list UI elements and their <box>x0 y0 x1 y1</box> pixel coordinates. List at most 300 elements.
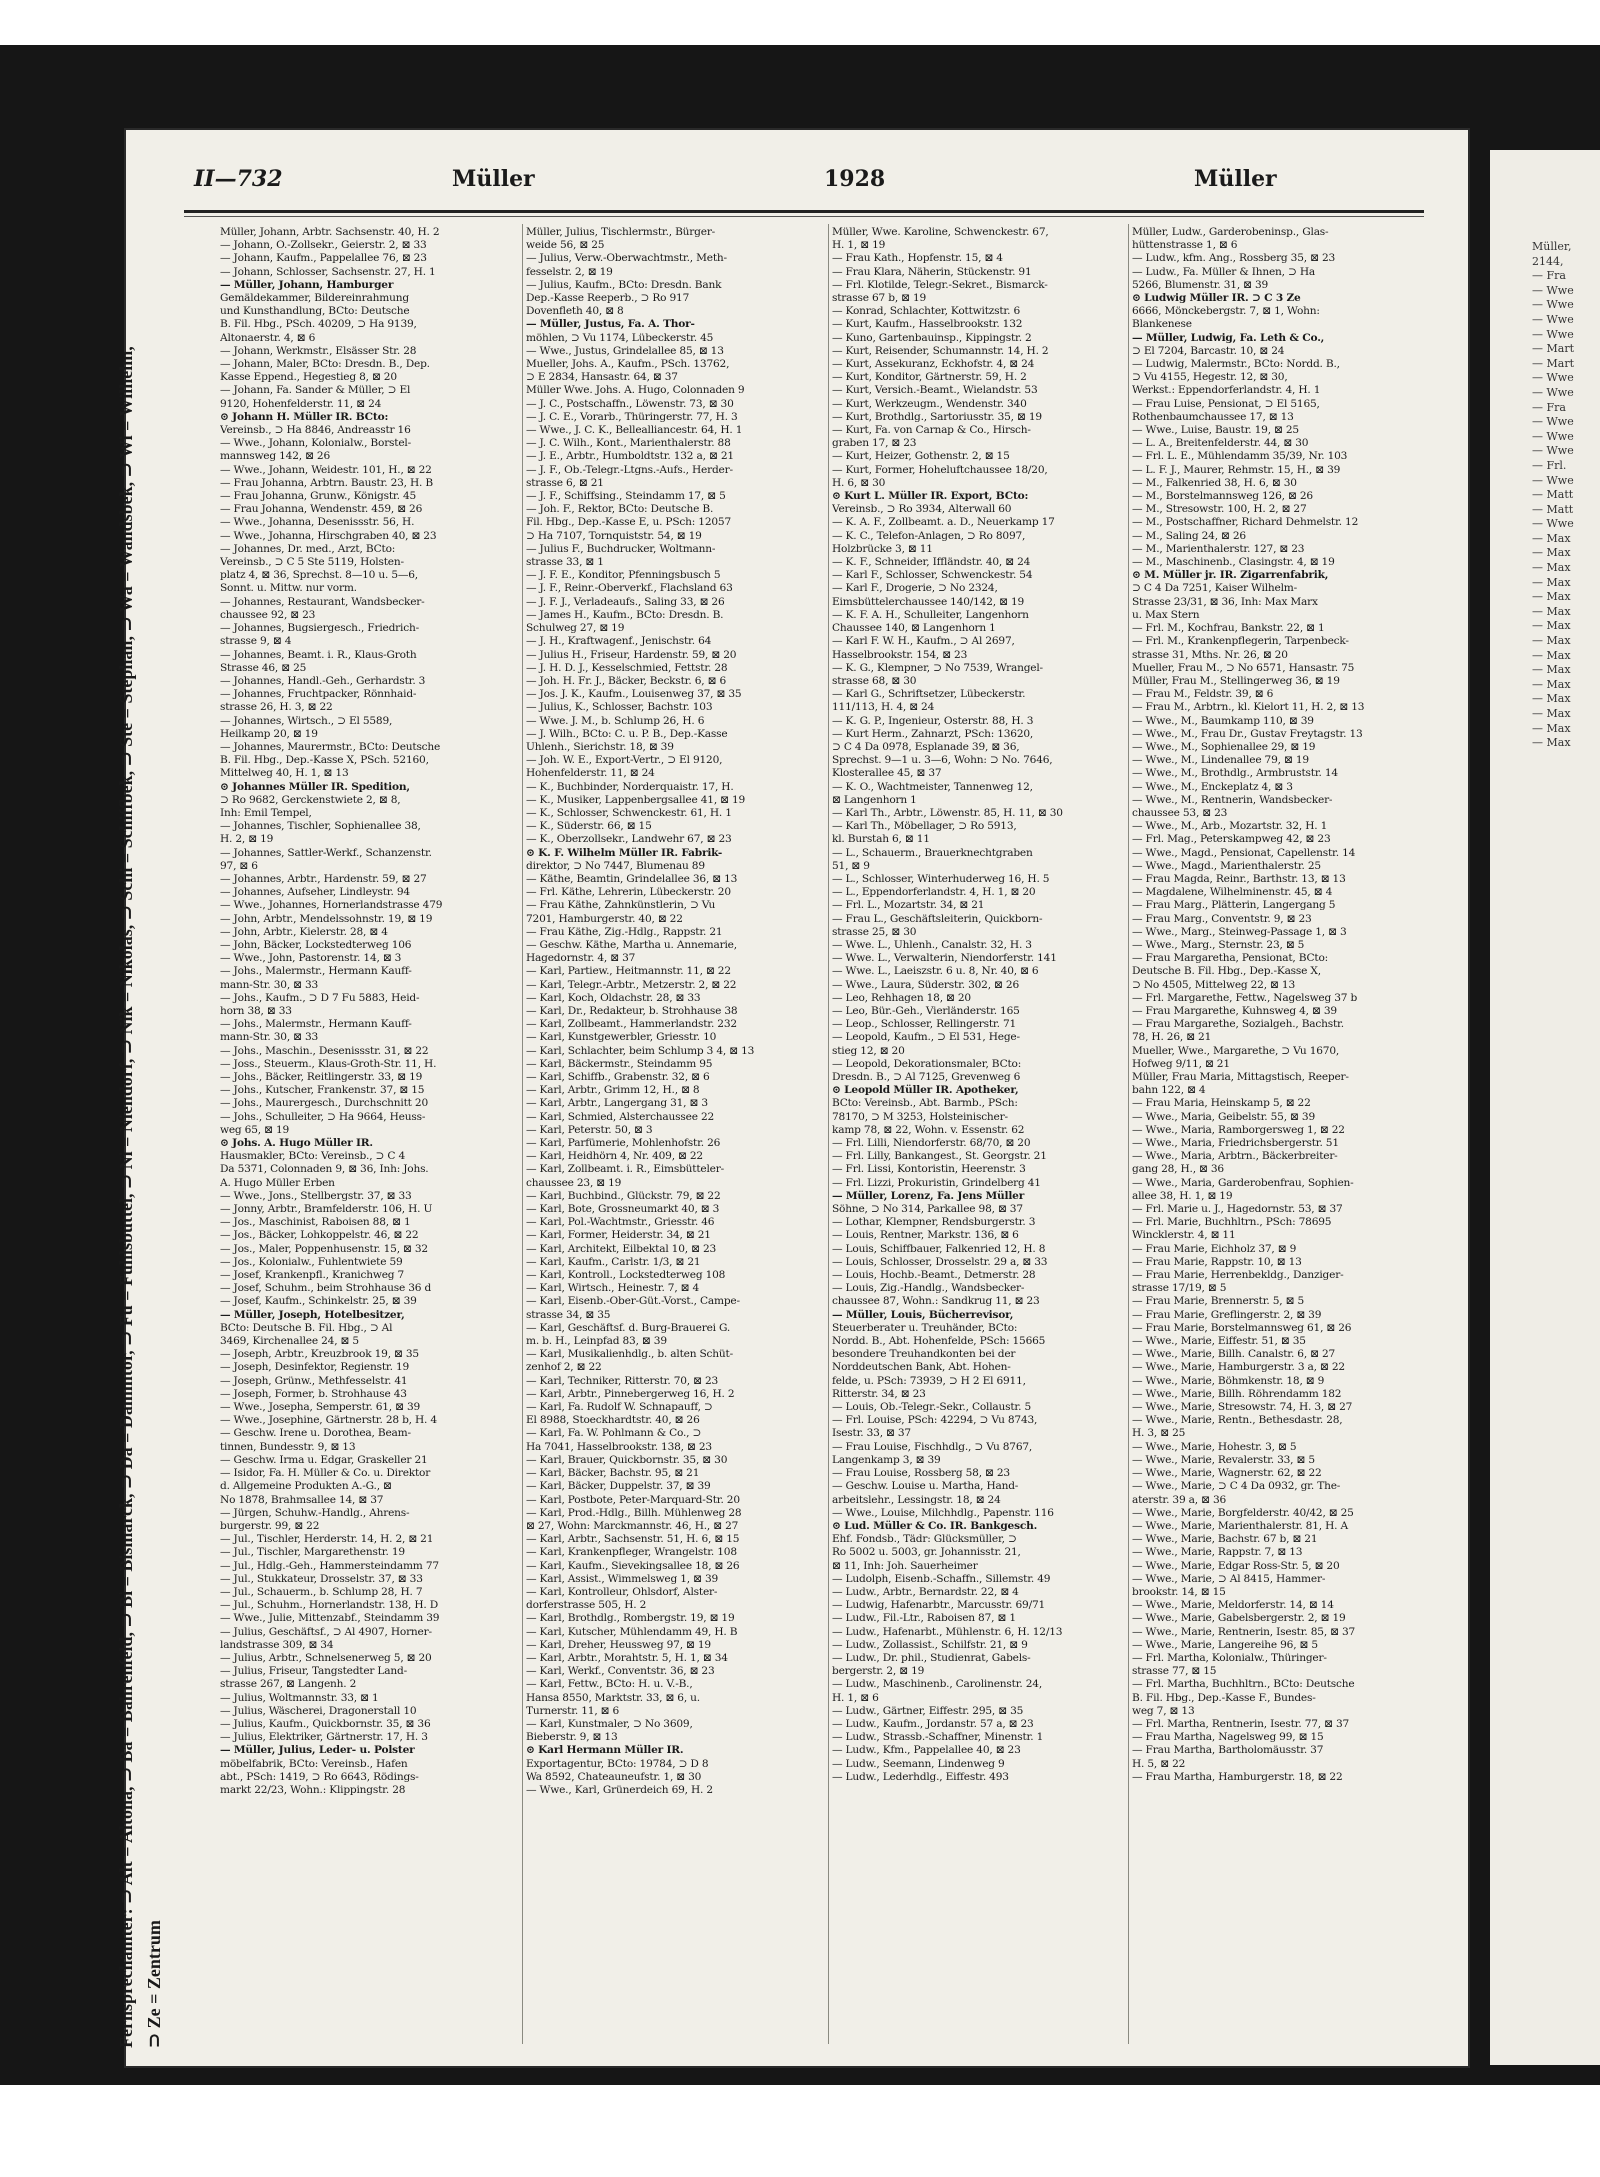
adjacent-page-line: — Max <box>1532 531 1571 545</box>
directory-entry: — K. G. P., Ingenieur, Osterstr. 88, H. 3 <box>832 714 1034 727</box>
directory-entry: BCto: Deutsche B. Fil. Hbg., ⊃ Al <box>220 1321 393 1334</box>
directory-entry: — Jonny, Arbtr., Bramfelderstr. 106, H. U <box>220 1203 433 1216</box>
directory-entry: — Johann, Maler, BCto: Dresdn. B., Dep. <box>220 358 430 371</box>
directory-entry: — Jul., Tischler, Herderstr. 14, H. 2, ⊠ 21 <box>220 1533 434 1546</box>
directory-entry: — Wwe., Louise, Milchhdlg., Papenstr. 116 <box>832 1506 1054 1519</box>
adjacent-page-line: — Wwe <box>1532 473 1574 487</box>
directory-entry: Norddeutschen Bank, Abt. Hohen- <box>832 1361 1011 1374</box>
directory-entry: Gemäldekammer, Bildereinrahmung <box>220 292 409 305</box>
directory-entry: — Johann, O.-Zollsekr., Geierstr. 2, ⊠ 33 <box>220 239 427 252</box>
directory-entry: bergerstr. 2, ⊠ 19 <box>832 1665 925 1678</box>
directory-entry: Wincklerstr. 4, ⊠ 11 <box>1132 1229 1236 1242</box>
directory-entry: — Karl, Zollbeamt., Hammerlandstr. 232 <box>526 1018 737 1031</box>
directory-entry: — Karl, Arbtr., Pinnebergerweg 16, H. 2 <box>526 1387 735 1400</box>
directory-entry: — Johannes, Restaurant, Wandsbecker- <box>220 595 425 608</box>
directory-entry: ⊙ Johs. A. Hugo Müller IR. <box>220 1137 373 1150</box>
directory-entry: H. 2, ⊠ 19 <box>220 833 274 846</box>
directory-entry: — Karl, Architekt, Eilbektal 10, ⊠ 23 <box>526 1242 717 1255</box>
directory-entry: — K. F. A. H., Schulleiter, Langenhorn <box>832 608 1029 621</box>
adjacent-page-edge <box>1490 150 1600 2065</box>
directory-entry: — Leo, Bür.-Geh., Vierländerstr. 165 <box>832 1004 1020 1017</box>
directory-entry: — Frl. Martha, Rentnerin, Isestr. 77, ⊠ 37 <box>1132 1717 1350 1730</box>
adjacent-page-line: — Wwe <box>1532 415 1574 429</box>
directory-entry: — Karl, Kunstgewerbler, Griesstr. 10 <box>526 1031 717 1044</box>
adjacent-page-line: — Mart <box>1532 342 1574 356</box>
directory-entry: — Johs., Bäcker, Reitlingerstr. 33, ⊠ 19 <box>220 1071 423 1083</box>
directory-entry: ⊙ Karl Hermann Müller IR. <box>526 1744 684 1757</box>
directory-entry: ⊙ Ludwig Müller IR. ⊃ C 3 Ze <box>1132 292 1301 305</box>
directory-entry: direktor, ⊃ No 7447, Blumenau 89 <box>526 859 705 872</box>
directory-entry: — Frl. Käthe, Lehrerin, Lübeckerstr. 20 <box>526 886 731 899</box>
directory-entry: Langenkamp 3, ⊠ 39 <box>832 1453 941 1466</box>
directory-entry: — Ludw., Fa. Müller & Ihnen, ⊃ Ha <box>1132 265 1315 278</box>
directory-entry: — Ludw., Strassb.-Schaffner, Minenstr. 1 <box>832 1731 1044 1744</box>
directory-entry: — Karl, Parfümerie, Mohlenhofstr. 26 <box>526 1137 721 1150</box>
directory-entry: chaussee 53, ⊠ 23 <box>1132 806 1228 819</box>
directory-entry: — Wwe., Karl, Grünerdeich 69, H. 2 <box>526 1783 713 1796</box>
header-rule <box>184 210 1424 213</box>
directory-entry: — J. C. E., Vorarb., Thüringerstr. 77, H. 3 <box>526 410 738 423</box>
directory-entry: — L. A., Breitenfelderstr. 44, ⊠ 30 <box>1132 437 1309 450</box>
adjacent-page-line: — Max <box>1532 648 1571 662</box>
adjacent-page-line: — Max <box>1532 590 1571 604</box>
directory-entry: — Frl. Mag., Peterskampweg 42, ⊠ 23 <box>1132 833 1331 846</box>
directory-entry: ⊠ 11, Inh: Joh. Sauerheimer <box>832 1559 978 1572</box>
directory-entry: — M., Postschaffner, Richard Dehmelstr. 12 <box>1132 516 1359 529</box>
directory-entry: — Wwe. L., Laeiszstr. 6 u. 8, Nr. 40, ⊠ 6 <box>832 965 1039 978</box>
directory-entry: chaussee 87, Wohn.: Sandkrug 11, ⊠ 23 <box>832 1295 1040 1308</box>
directory-entry: — Wwe., Marie, ⊃ Al 8415, Hammer- <box>1132 1572 1326 1585</box>
directory-entry: mann-Str. 30, ⊠ 33 <box>220 978 319 991</box>
directory-entry: Exportagentur, BCto: 19784, ⊃ D 8 <box>526 1757 709 1770</box>
directory-entry: — Julius, Elektriker, Gärtnerstr. 17, H. 3 <box>220 1731 428 1744</box>
directory-entry: gang 28, H., ⊠ 36 <box>1132 1163 1224 1176</box>
directory-entry: — Kurt, Brothdlg., Sartoriusstr. 35, ⊠ 19 <box>832 410 1042 423</box>
directory-entry: Steuerberater u. Treuhänder, BCto: <box>832 1321 1018 1334</box>
directory-entry: — Wwe., Maria, Friedrichsbergerstr. 51 <box>1132 1137 1339 1150</box>
directory-entry: Hagedornstr. 4, ⊠ 37 <box>526 952 636 965</box>
directory-entry: — Wwe., Marie, Marienthalerstr. 81, H. A <box>1132 1519 1348 1532</box>
directory-entry: — Wwe., M., Rentnerin, Wandsbecker- <box>1132 793 1333 806</box>
directory-entry: Strasse 23/31, ⊠ 36, Inh: Max Marx <box>1132 595 1318 608</box>
directory-entry: — Josef, Kaufm., Schinkelstr. 25, ⊠ 39 <box>220 1295 417 1308</box>
directory-entry: Kasse Eppend., Hegestieg 8, ⊠ 20 <box>220 371 397 384</box>
directory-entry: — Johs., Maurergesch., Durchschnitt 20 <box>220 1097 428 1110</box>
directory-entry: — J. E., Arbtr., Humboldtstr. 132 a, ⊠ 21 <box>526 450 734 463</box>
directory-entry: — Ludw., Zollassist., Schilfstr. 21, ⊠ 9 <box>832 1638 1028 1651</box>
directory-column-2 <box>526 226 824 1797</box>
directory-entry: stieg 12, ⊠ 20 <box>832 1044 905 1057</box>
directory-entry: — Wwe., Maria, Garderobenfrau, Sophien- <box>1132 1176 1354 1189</box>
directory-entry: — Wwe., Marie, Rentn., Bethesdastr. 28, <box>1132 1414 1343 1427</box>
directory-entry: — Wwe., Josepha, Semperstr. 61, ⊠ 39 <box>220 1401 421 1414</box>
directory-entry: — Julius, Friseur, Tangstedter Land- <box>220 1665 407 1678</box>
directory-entry: — Joseph, Former, b. Strohhause 43 <box>220 1387 407 1400</box>
directory-entry: — Kuno, Gartenbauinsp., Kippingstr. 2 <box>832 331 1032 344</box>
directory-entry: strasse 68, ⊠ 30 <box>832 674 917 687</box>
directory-entry: fesselstr. 2, ⊠ 19 <box>526 265 613 278</box>
directory-entry: — James H., Kaufm., BCto: Dresdn. B. <box>526 608 724 621</box>
directory-entry: — Frl. Marie u. J., Hagedornstr. 53, ⊠ 37 <box>1132 1203 1343 1216</box>
directory-entry: — L., Eppendorferlandstr. 4, H. 1, ⊠ 20 <box>832 886 1036 899</box>
directory-entry: besondere Treuhandkonten bei der <box>832 1348 1016 1361</box>
directory-entry: Sprechst. 9—1 u. 3—6, Wohn: ⊃ No. 7646, <box>832 754 1053 767</box>
directory-entry: — Karl, Kontroll., Lockstedterweg 108 <box>526 1269 726 1282</box>
directory-entry: 5266, Blumenstr. 31, ⊠ 39 <box>1132 278 1269 291</box>
directory-entry: B. Fil. Hbg., Dep.-Kasse F., Bundes- <box>1132 1691 1316 1704</box>
directory-entry: — Wwe., Marie, Langereihe 96, ⊠ 5 <box>1132 1638 1318 1651</box>
directory-entry: — M., Stresowstr. 100, H. 2, ⊠ 27 <box>1132 503 1307 516</box>
directory-entry: — Julius, Arbtr., Schnelsenerweg 5, ⊠ 20 <box>220 1651 432 1664</box>
directory-entry: — Louis, Ob.-Telegr.-Sekr., Collaustr. 5 <box>832 1401 1032 1414</box>
directory-entry: 78170, ⊃ M 3253, Holsteinischer- <box>832 1110 1008 1123</box>
directory-entry: H. 1, ⊠ 6 <box>832 1691 879 1704</box>
directory-entry: felde, u. PSch: 73939, ⊃ H 2 El 6911, <box>832 1374 1026 1387</box>
directory-entry: u. Max Stern <box>1132 608 1200 621</box>
adjacent-page-line: — Wwe <box>1532 429 1574 443</box>
directory-entry: Inh: Emil Tempel, <box>220 806 312 819</box>
directory-entry: — Frau M., Arbtrn., kl. Kielort 11, H. 2, ⊠ 13 <box>1132 701 1365 714</box>
directory-entry: — Frl. Lilly, Bankangest., St. Georgstr. 21 <box>832 1150 1047 1163</box>
directory-entry: — Wwe., Marie, Meldorferstr. 14, ⊠ 14 <box>1132 1599 1334 1612</box>
directory-entry: — Karl, Brauer, Quickbornstr. 35, ⊠ 30 <box>526 1453 728 1466</box>
adjacent-page-line: — Max <box>1532 663 1571 677</box>
directory-entry: — Frau Marie, Borstelmannsweg 61, ⊠ 26 <box>1132 1321 1352 1334</box>
directory-entry: graben 17, ⊠ 23 <box>832 437 917 450</box>
directory-entry: — L., Schauerm., Brauerknechtgraben <box>832 846 1033 859</box>
directory-entry: — Geschw. Louise u. Martha, Hand- <box>832 1480 1019 1493</box>
directory-entry: — Wwe., Marg., Sternstr. 23, ⊠ 5 <box>1132 938 1305 951</box>
directory-entry: A. Hugo Müller Erben <box>220 1176 335 1189</box>
directory-entry: — Wwe., Marie, Revalerstr. 33, ⊠ 5 <box>1132 1453 1315 1466</box>
directory-entry: — Wwe., Johanna, Hirschgraben 40, ⊠ 23 <box>220 529 437 542</box>
directory-entry: 7201, Hamburgerstr. 40, ⊠ 22 <box>526 912 683 925</box>
directory-entry: — Wwe., Maria, Geibelstr. 55, ⊠ 39 <box>1132 1110 1315 1123</box>
directory-entry: — Frau Magda, Reinr., Barthstr. 13, ⊠ 13 <box>1132 872 1346 885</box>
directory-entry: — Louis, Schiffbauer, Falkenried 12, H. 8 <box>832 1242 1046 1255</box>
directory-entry: — Wwe., Johann, Kolonialw., Borstel- <box>220 437 411 450</box>
directory-entry: — Karl Th., Möbellager, ⊃ Ro 5913, <box>832 820 1017 833</box>
directory-entry: — Karl, Assist., Wimmelsweg 1, ⊠ 39 <box>526 1572 719 1585</box>
directory-entry: — K. A. F., Zollbeamt. a. D., Neuerkamp 17 <box>832 516 1055 529</box>
directory-entry: — Ludw., Kaufm., Jordanstr. 57 a, ⊠ 23 <box>832 1717 1034 1730</box>
directory-entry: — Karl, Fa. W. Pohlmann & Co., ⊃ <box>526 1427 702 1440</box>
directory-entry: — Wwe., Josephine, Gärtnerstr. 28 b, H. 4 <box>220 1414 437 1427</box>
directory-entry: Isestr. 33, ⊠ 37 <box>832 1427 911 1440</box>
adjacent-page-line: — Wwe <box>1532 444 1574 458</box>
directory-entry: Eimsbüttelerchaussee 140/142, ⊠ 19 <box>832 595 1025 608</box>
directory-entry: — Wwe., J. C. K., Bellealliancestr. 64, H. 1 <box>526 424 743 437</box>
directory-entry: — Johannes, Dr. med., Arzt, BCto: <box>220 542 396 555</box>
directory-entry: — K. C., Telefon-Anlagen, ⊃ Ro 8097, <box>832 529 1026 542</box>
directory-entry: — Frau Klara, Näherin, Stückenstr. 91 <box>832 265 1032 278</box>
directory-entry: — Joseph, Desinfektor, Regienstr. 19 <box>220 1361 410 1374</box>
directory-entry: — Wwe., Johannes, Hornerlandstrasse 479 <box>220 899 443 912</box>
directory-entry: BCto: Vereinsb., Abt. Barmb., PSch: <box>832 1097 1018 1110</box>
directory-entry: Vereinsb., ⊃ Ha 8846, Andreasstr 16 <box>220 424 411 437</box>
directory-entry: — Julius F., Buchdrucker, Woltmann- <box>526 542 716 555</box>
directory-entry: — Frl. Louise, PSch: 42294, ⊃ Vu 8743, <box>832 1414 1038 1427</box>
directory-entry: — Johs., Kutscher, Frankenstr. 37, ⊠ 15 <box>220 1084 425 1097</box>
directory-entry: — Frau Louise, Rossberg 58, ⊠ 23 <box>832 1467 1010 1480</box>
directory-entry: — Ludw., Kfm., Pappelallee 40, ⊠ 23 <box>832 1744 1021 1757</box>
directory-entry: chaussee 92, ⊠ 23 <box>220 608 316 621</box>
directory-entry: — Wwe., Johann, Weidestr. 101, H., ⊠ 22 <box>220 463 432 476</box>
directory-entry: — Ludw., Gärtner, Eiffestr. 295, ⊠ 35 <box>832 1704 1024 1717</box>
directory-entry: — Julius, K., Schlosser, Bachstr. 103 <box>526 701 713 714</box>
directory-entry: — Louis, Schlosser, Drosselstr. 29 a, ⊠ 33 <box>832 1255 1048 1268</box>
directory-entry: — Kurt, Versich.-Beamt., Wielandstr. 53 <box>832 384 1038 397</box>
adjacent-page-line: — Max <box>1532 561 1571 575</box>
directory-entry: — J. F., Schiffsing., Steindamm 17, ⊠ 5 <box>526 490 726 503</box>
directory-entry: — Karl, Zollbeamt. i. R., Eimsbütteler- <box>526 1163 724 1176</box>
directory-entry: — Wwe., Marie, Stresowstr. 74, H. 3, ⊠ 27 <box>1132 1401 1353 1414</box>
directory-entry: Söhne, ⊃ No 314, Parkallee 98, ⊠ 37 <box>832 1203 1023 1216</box>
directory-entry: m. b. H., Leinpfad 83, ⊠ 39 <box>526 1335 667 1348</box>
directory-entry: kl. Burstah 6, ⊠ 11 <box>832 833 930 846</box>
directory-entry: Fil. Hbg., Dep.-Kasse E, u. PSch: 12057 <box>526 516 732 529</box>
directory-entry: Hofweg 9/11, ⊠ 21 <box>1132 1057 1230 1070</box>
directory-entry: — Frau L., Geschäftsleiterin, Quickborn- <box>832 912 1043 925</box>
directory-entry: — Karl, Geschäftsf. d. Burg-Brauerei G. <box>526 1321 731 1334</box>
directory-entry: — Karl, Brothdlg., Rombergstr. 19, ⊠ 19 <box>526 1612 735 1625</box>
directory-entry: — K. O., Wachtmeister, Tannenweg 12, <box>832 780 1033 793</box>
directory-entry: — Karl, Bote, Grossneumarkt 40, ⊠ 3 <box>526 1203 720 1216</box>
directory-entry: strasse 34, ⊠ 35 <box>526 1308 611 1321</box>
directory-entry: H. 5, ⊠ 22 <box>1132 1757 1186 1770</box>
directory-entry: Hausmakler, BCto: Vereinsb., ⊃ C 4 <box>220 1150 406 1163</box>
directory-entry: — Wwe., Marie, Bachstr. 67 b, ⊠ 21 <box>1132 1533 1318 1546</box>
directory-entry: Klosterallee 45, ⊠ 37 <box>832 767 942 780</box>
directory-entry: — M., Saling 24, ⊠ 26 <box>1132 529 1246 542</box>
directory-entry: — John, Bäcker, Lockstedterweg 106 <box>220 938 412 951</box>
directory-entry: — Jul., Schauerm., b. Schlump 28, H. 7 <box>220 1585 423 1598</box>
directory-entry: landstrasse 309, ⊠ 34 <box>220 1638 334 1651</box>
directory-entry: bahn 122, ⊠ 4 <box>1132 1084 1206 1097</box>
directory-entry: — Leopold, Dekorationsmaler, BCto: <box>832 1057 1022 1070</box>
directory-entry: — Johann, Werkmstr., Elsässer Str. 28 <box>220 344 417 357</box>
directory-entry: — Karl, Former, Heiderstr. 34, ⊠ 21 <box>526 1229 711 1242</box>
directory-entry: Müller Wwe. Johs. A. Hugo, Colonnaden 9 <box>526 384 745 397</box>
directory-entry: — Wwe., Marie, Gabelsbergerstr. 2, ⊠ 19 <box>1132 1612 1346 1625</box>
adjacent-page-line: — Max <box>1532 721 1571 735</box>
directory-entry: Müller, Frau Maria, Mittagstisch, Reeper- <box>1132 1071 1349 1083</box>
directory-entry: — Kurt, Reisender, Schumannstr. 14, H. 2 <box>832 344 1049 357</box>
directory-entry: — John, Arbtr., Kielerstr. 28, ⊠ 4 <box>220 925 388 938</box>
directory-entry: — Jul., Tischler, Margarethenstr. 19 <box>220 1546 405 1559</box>
directory-entry: — Wwe., Luise, Baustr. 19, ⊠ 25 <box>1132 424 1299 437</box>
directory-entry: — Geschw. Irene u. Dorothea, Beam- <box>220 1427 411 1440</box>
directory-entry: — Wwe., M., Brothdlg., Armbruststr. 14 <box>1132 767 1338 780</box>
page-header <box>194 166 1424 202</box>
directory-entry: — Jul., Stukkateur, Drosselstr. 37, ⊠ 33 <box>220 1572 423 1585</box>
directory-entry: ⊃ El 7204, Barcastr. 10, ⊠ 24 <box>1132 344 1285 357</box>
directory-entry: — Johannes, Maurermstr., BCto: Deutsche <box>220 740 441 753</box>
adjacent-page-line: — Wwe <box>1532 298 1574 312</box>
directory-entry: — Karl, Fettw., BCto: H. u. V.-B., <box>526 1678 693 1691</box>
directory-entry: — M., Borstelmannsweg 126, ⊠ 26 <box>1132 490 1313 503</box>
directory-entry: — K., Musiker, Lappenbergsallee 41, ⊠ 19 <box>526 793 746 806</box>
directory-entry: — Johannes, Tischler, Sophienallee 38, <box>220 820 421 833</box>
directory-entry: ⊃ C 4 Da 0978, Esplanade 39, ⊠ 36, <box>832 740 1020 753</box>
directory-entry: — Karl, Eisenb.-Ober-Güt.-Vorst., Campe- <box>526 1295 740 1308</box>
directory-entry: strasse 9, ⊠ 4 <box>220 635 292 648</box>
directory-column-4 <box>1132 226 1430 1784</box>
directory-entry: — Wwe., M., Baumkamp 110, ⊠ 39 <box>1132 714 1314 727</box>
directory-entry: — Karl, Bäckermstr., Steindamm 95 <box>526 1057 713 1070</box>
directory-entry: möbelfabrik, BCto: Vereinsb., Hafen <box>220 1757 408 1770</box>
directory-entry: — K., Schlosser, Schwenckestr. 61, H. 1 <box>526 806 732 819</box>
directory-entry: brookstr. 14, ⊠ 15 <box>1132 1585 1226 1598</box>
directory-entry: — M., Marienthalerstr. 127, ⊠ 23 <box>1132 542 1305 555</box>
header-rule-thin <box>184 216 1424 217</box>
directory-entry: — Wwe., Marie, Rentnerin, Isestr. 85, ⊠ 37 <box>1132 1625 1356 1638</box>
directory-entry: Schulweg 27, ⊠ 19 <box>526 622 625 635</box>
directory-entry: — Kurt, Heizer, Gothenstr. 2, ⊠ 15 <box>832 450 1010 463</box>
directory-entry: — Johannes, Fruchtpacker, Rönnhaid- <box>220 688 417 701</box>
adjacent-page-line: — Mart <box>1532 356 1574 370</box>
directory-entry: — Johannes, Handl.-Geh., Gerhardstr. 3 <box>220 674 426 687</box>
directory-entry: Altonaerstr. 4, ⊠ 6 <box>220 331 316 344</box>
directory-entry: — Wwe., Maria, Arbtrn., Bäckerbreiter- <box>1132 1150 1338 1163</box>
directory-entry: — Frl. L. E., Mühlendamm 35/39, Nr. 103 <box>1132 450 1348 463</box>
directory-entry: — Joseph, Arbtr., Kreuzbrook 19, ⊠ 35 <box>220 1348 419 1361</box>
directory-entry: — Wwe., Marie, Borgfelderstr. 40/42, ⊠ 25 <box>1132 1506 1354 1519</box>
directory-entry: — Wwe., Johanna, Desenissstr. 56, H. <box>220 516 415 529</box>
directory-entry: — K., Oberzollsekr., Landwehr 67, ⊠ 23 <box>526 833 732 846</box>
directory-entry: strasse 17/19, ⊠ 5 <box>1132 1282 1227 1295</box>
directory-entry: Vereinsb., ⊃ C 5 Ste 5119, Holsten- <box>220 556 404 569</box>
directory-entry: — J. C. Wilh., Kont., Marienthalerstr. 88 <box>526 437 731 450</box>
directory-entry: Ro 5002 u. 5003, gr. Johannisstr. 21, <box>832 1546 1021 1559</box>
directory-entry: weg 65, ⊠ 19 <box>220 1123 290 1136</box>
directory-entry: — Wwe., Magd., Marienthalerstr. 25 <box>1132 859 1321 872</box>
adjacent-page-line: — Matt <box>1532 502 1574 516</box>
column-divider <box>522 224 523 2044</box>
directory-entry: Nordd. B., Abt. Hohenfelde, PSch: 15665 <box>832 1335 1046 1348</box>
directory-entry: H. 3, ⊠ 25 <box>1132 1427 1186 1440</box>
directory-entry: — Wwe., Marg., Steinweg-Passage 1, ⊠ 3 <box>1132 925 1347 938</box>
directory-entry: dorferstrasse 505, H. 2 <box>526 1599 647 1612</box>
directory-entry: — Wwe., Marie, Eiffestr. 51, ⊠ 35 <box>1132 1335 1306 1348</box>
directory-entry: Ehf. Fondsb., Tädr: Glücksmüller, ⊃ <box>832 1533 1017 1546</box>
directory-entry: ⊙ Johannes Müller IR. Spedition, <box>220 780 410 793</box>
directory-entry: — Karl, Peterstr. 50, ⊠ 3 <box>526 1123 653 1136</box>
directory-entry: — Frl. Klotilde, Telegr.-Sekret., Bismarck- <box>832 278 1048 291</box>
directory-entry: platz 4, ⊠ 36, Sprechst. 8—10 u. 5—6, <box>220 569 418 582</box>
directory-entry: — Müller, Johann, Hamburger <box>220 278 394 291</box>
directory-entry: — Frau Margaretha, Pensionat, BCto: <box>1132 952 1329 965</box>
directory-entry: chaussee 23, ⊠ 19 <box>526 1176 622 1189</box>
directory-entry: — Frau Marg., Conventstr. 9, ⊠ 23 <box>1132 912 1312 925</box>
directory-entry: 51, ⊠ 9 <box>832 859 870 872</box>
directory-entry: — Joss., Steuerm., Klaus-Groth-Str. 11, H. <box>220 1057 437 1070</box>
directory-entry: B. Fil. Hbg., PSch. 40209, ⊃ Ha 9139, <box>220 318 417 331</box>
directory-entry: — Louis, Zig.-Handlg., Wandsbecker- <box>832 1282 1025 1295</box>
directory-entry: — Wwe., John, Pastorenstr. 14, ⊠ 3 <box>220 952 402 965</box>
adjacent-page-line: — Wwe <box>1532 327 1574 341</box>
header-name-right: Müller <box>1194 166 1277 192</box>
adjacent-page-line: — Max <box>1532 604 1571 618</box>
directory-entry: — Ludw., Fil.-Ltr., Raboisen 87, ⊠ 1 <box>832 1612 1016 1625</box>
adjacent-page-line: — Wwe <box>1532 385 1574 399</box>
directory-entry: zenhof 2, ⊠ 22 <box>526 1361 602 1374</box>
directory-entry: strasse 67 b, ⊠ 19 <box>832 292 927 305</box>
directory-entry: Holzbrücke 3, ⊠ 11 <box>832 542 933 555</box>
directory-entry: 111/113, H. 4, ⊠ 24 <box>832 701 935 714</box>
directory-entry: Da 5371, Colonnaden 9, ⊠ 36, Inh: Johs. <box>220 1163 429 1176</box>
document-page <box>116 128 1470 2068</box>
directory-entry: — Geschw. Käthe, Martha u. Annemarie, <box>526 938 737 951</box>
directory-entry: weide 56, ⊠ 25 <box>526 239 605 252</box>
directory-entry: — K. F., Schneider, Iffländstr. 40, ⊠ 24 <box>832 556 1031 569</box>
directory-entry: strasse 31, Mths. Nr. 26, ⊠ 20 <box>1132 648 1288 661</box>
directory-entry: — Karl, Krankenpfleger, Wrangelstr. 108 <box>526 1546 737 1559</box>
adjacent-page-line: — Max <box>1532 634 1571 648</box>
directory-entry: — Wwe. L., Uhlenh., Canalstr. 32, H. 3 <box>832 938 1032 951</box>
directory-entry: — Frl. M., Kochfrau, Bankstr. 22, ⊠ 1 <box>1132 622 1325 635</box>
directory-entry: — M., Maschinenb., Clasingstr. 4, ⊠ 19 <box>1132 556 1335 569</box>
directory-entry: — Ludw., Hafenarbt., Mühlenstr. 6, H. 12/13 <box>832 1625 1063 1638</box>
directory-entry: — Frau Luise, Pensionat, ⊃ El 5165, <box>1132 397 1320 410</box>
directory-entry: — Magdalene, Wilhelminenstr. 45, ⊠ 4 <box>1132 886 1333 899</box>
directory-entry: — Karl, Techniker, Ritterstr. 70, ⊠ 23 <box>526 1374 719 1387</box>
directory-entry: — Frau Kath., Hopfenstr. 15, ⊠ 4 <box>832 252 1003 265</box>
directory-entry: — Wwe., Marie, Rappstr. 7, ⊠ 13 <box>1132 1546 1303 1559</box>
directory-entry: — Karl G., Schriftsetzer, Lübeckerstr. <box>832 688 1026 701</box>
adjacent-page-line: — Frl. <box>1532 458 1567 472</box>
directory-entry: — Karl, Arbtr., Langergang 31, ⊠ 3 <box>526 1097 708 1110</box>
directory-entry: allee 38, H. 1, ⊠ 19 <box>1132 1189 1233 1202</box>
directory-entry: Deutsche B. Fil. Hbg., Dep.-Kasse X, <box>1132 965 1321 978</box>
directory-entry: — Kurt Herm., Zahnarzt, PSch: 13620, <box>832 727 1034 740</box>
directory-entry: — Leopold, Kaufm., ⊃ El 531, Hege- <box>832 1031 1020 1044</box>
adjacent-page-line: 2144, <box>1532 254 1564 268</box>
directory-entry: aterstr. 39 a, ⊠ 36 <box>1132 1493 1227 1506</box>
directory-entry: — Wwe., Marie, ⊃ C 4 Da 0932, gr. The- <box>1132 1480 1341 1493</box>
directory-entry: — Karl, Kaufm., Carlstr. 1/3, ⊠ 21 <box>526 1255 701 1268</box>
directory-entry: — Wwe., Laura, Süderstr. 302, ⊠ 26 <box>832 978 1019 991</box>
directory-entry: — Joh. F., Rektor, BCto: Deutsche B. <box>526 503 714 516</box>
directory-entry: — Karl, Bäcker, Bachstr. 95, ⊠ 21 <box>526 1467 700 1480</box>
directory-entry: ⊃ Ro 9682, Gerckenstwiete 2, ⊠ 8, <box>220 793 401 806</box>
directory-entry: — Leo, Rehhagen 18, ⊠ 20 <box>832 991 971 1004</box>
adjacent-page-line: — Max <box>1532 619 1571 633</box>
directory-entry: — Frl. L., Mozartstr. 34, ⊠ 21 <box>832 899 985 912</box>
directory-entry: — Johann, Schlosser, Sachsenstr. 27, H. 1 <box>220 265 436 278</box>
directory-entry: burgerstr. 99, ⊠ 22 <box>220 1519 320 1532</box>
directory-entry: — Louis, Hochb.-Beamt., Detmerstr. 28 <box>832 1269 1036 1282</box>
directory-entry: — Müller, Joseph, Hotelbesitzer, <box>220 1308 405 1321</box>
directory-entry: — Karl F., Drogerie, ⊃ No 2324, <box>832 582 998 595</box>
directory-entry: — Karl, Fa. Rudolf W. Schnapauff, ⊃ <box>526 1401 713 1414</box>
directory-entry: strasse 77, ⊠ 15 <box>1132 1665 1217 1678</box>
directory-entry: — Jos., Maschinist, Raboisen 88, ⊠ 1 <box>220 1216 411 1229</box>
directory-entry: — Müller, Ludwig, Fa. Leth & Co., <box>1132 331 1325 344</box>
directory-entry: Werkst.: Eppendorferlandstr. 4, H. 1 <box>1132 384 1321 397</box>
directory-entry: — Wwe., M., Frau Dr., Gustav Freytagstr. 13 <box>1132 727 1363 740</box>
directory-entry: Dovenfleth 40, ⊠ 8 <box>526 305 624 318</box>
directory-entry: — Karl, Schiffb., Grabenstr. 32, ⊠ 6 <box>526 1071 710 1083</box>
directory-entry: — Lothar, Klempner, Rendsburgerstr. 3 <box>832 1216 1036 1229</box>
directory-entry: — Wwe., M., Lindenallee 79, ⊠ 19 <box>1132 754 1309 767</box>
directory-entry: — Käthe, Beamtin, Grindelallee 36, ⊠ 13 <box>526 872 738 885</box>
page-number: II—732 <box>194 166 283 192</box>
directory-entry: — Karl Th., Arbtr., Löwenstr. 85, H. 11, ⊠ 30 <box>832 806 1063 819</box>
directory-entry: Wa 8592, Chateauneufstr. 1, ⊠ 30 <box>526 1770 702 1783</box>
adjacent-page-line: — Max <box>1532 546 1571 560</box>
directory-entry: — Frau Marie, Brennerstr. 5, ⊠ 5 <box>1132 1295 1304 1308</box>
